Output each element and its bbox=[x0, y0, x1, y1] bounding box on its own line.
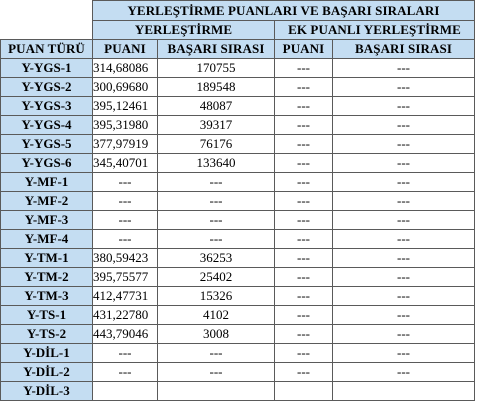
score-cell: 431,22780 bbox=[93, 306, 158, 325]
column-header-extra-score: PUANI bbox=[275, 40, 333, 59]
extra-score-cell: --- bbox=[275, 211, 333, 230]
score-type-cell: Y-TM-1 bbox=[1, 249, 93, 268]
table-row bbox=[1, 154, 475, 173]
rank-cell: 133640 bbox=[158, 154, 275, 173]
score-type-cell: Y-MF-4 bbox=[1, 230, 93, 249]
rank-cell: 170755 bbox=[158, 59, 275, 78]
extra-rank-cell: --- bbox=[333, 78, 475, 97]
header-corner-blank bbox=[1, 1, 93, 21]
table-row bbox=[1, 116, 475, 135]
score-type-cell: Y-YGS-1 bbox=[1, 59, 93, 78]
rank-cell bbox=[158, 382, 275, 401]
extra-score-cell: --- bbox=[275, 268, 333, 287]
table-row bbox=[1, 382, 475, 401]
rank-cell: 76176 bbox=[158, 135, 275, 154]
table-row bbox=[1, 363, 475, 382]
extra-score-cell: --- bbox=[275, 249, 333, 268]
header-row-groups bbox=[1, 21, 475, 40]
rank-cell: 4102 bbox=[158, 306, 275, 325]
score-type-cell: Y-YGS-2 bbox=[1, 78, 93, 97]
extra-score-cell: --- bbox=[275, 116, 333, 135]
table-row bbox=[1, 268, 475, 287]
score-type-cell: Y-TM-3 bbox=[1, 287, 93, 306]
extra-score-cell: --- bbox=[275, 192, 333, 211]
extra-rank-cell bbox=[333, 382, 475, 401]
extra-score-cell: --- bbox=[275, 154, 333, 173]
extra-rank-cell: --- bbox=[333, 249, 475, 268]
extra-score-cell: --- bbox=[275, 173, 333, 192]
column-header-rank: BAŞARI SIRASI bbox=[158, 40, 275, 59]
rank-cell: --- bbox=[158, 344, 275, 363]
extra-score-cell: --- bbox=[275, 363, 333, 382]
extra-rank-cell: --- bbox=[333, 230, 475, 249]
rank-cell: 48087 bbox=[158, 97, 275, 116]
table-body bbox=[1, 59, 475, 401]
score-type-cell: Y-TS-2 bbox=[1, 325, 93, 344]
score-cell: 377,97919 bbox=[93, 135, 158, 154]
rank-cell: 25402 bbox=[158, 268, 275, 287]
score-cell: 380,59423 bbox=[93, 249, 158, 268]
extra-rank-cell: --- bbox=[333, 306, 475, 325]
score-cell: 395,75577 bbox=[93, 268, 158, 287]
table-row bbox=[1, 59, 475, 78]
extra-score-cell: --- bbox=[275, 59, 333, 78]
score-type-cell: Y-MF-3 bbox=[1, 211, 93, 230]
score-cell: 443,79046 bbox=[93, 325, 158, 344]
rank-cell: 39317 bbox=[158, 116, 275, 135]
rank-cell: 36253 bbox=[158, 249, 275, 268]
score-type-cell: Y-YGS-3 bbox=[1, 97, 93, 116]
extra-score-cell: --- bbox=[275, 344, 333, 363]
score-cell: 412,47731 bbox=[93, 287, 158, 306]
score-type-cell: Y-YGS-6 bbox=[1, 154, 93, 173]
score-cell: 395,12461 bbox=[93, 97, 158, 116]
table-row bbox=[1, 78, 475, 97]
rank-cell: --- bbox=[158, 230, 275, 249]
extra-score-cell: --- bbox=[275, 78, 333, 97]
table-title: YERLEŞTİRME PUANLARI VE BAŞARI SIRALARI bbox=[93, 1, 475, 21]
table-row bbox=[1, 344, 475, 363]
header-row-title bbox=[1, 1, 475, 21]
table-row bbox=[1, 135, 475, 154]
extra-score-cell: --- bbox=[275, 230, 333, 249]
extra-score-cell bbox=[275, 382, 333, 401]
extra-rank-cell: --- bbox=[333, 325, 475, 344]
extra-score-cell: --- bbox=[275, 306, 333, 325]
extra-score-cell: --- bbox=[275, 325, 333, 344]
score-cell: --- bbox=[93, 211, 158, 230]
extra-score-cell: --- bbox=[275, 97, 333, 116]
extra-rank-cell: --- bbox=[333, 116, 475, 135]
score-cell: --- bbox=[93, 173, 158, 192]
group-header-placement: YERLEŞTİRME bbox=[93, 21, 275, 40]
table-row bbox=[1, 325, 475, 344]
column-header-score: PUANI bbox=[93, 40, 158, 59]
extra-rank-cell: --- bbox=[333, 363, 475, 382]
score-type-cell: Y-MF-1 bbox=[1, 173, 93, 192]
score-cell: 300,69680 bbox=[93, 78, 158, 97]
score-type-cell: Y-YGS-4 bbox=[1, 116, 93, 135]
score-cell: 345,40701 bbox=[93, 154, 158, 173]
column-header-score-type: PUAN TÜRÜ bbox=[1, 40, 93, 59]
rank-cell: 189548 bbox=[158, 78, 275, 97]
score-cell: --- bbox=[93, 363, 158, 382]
rank-cell: --- bbox=[158, 173, 275, 192]
table-row bbox=[1, 192, 475, 211]
extra-rank-cell: --- bbox=[333, 97, 475, 116]
extra-rank-cell: --- bbox=[333, 59, 475, 78]
table-row bbox=[1, 306, 475, 325]
extra-rank-cell: --- bbox=[333, 173, 475, 192]
score-type-cell: Y-TM-2 bbox=[1, 268, 93, 287]
table-row bbox=[1, 173, 475, 192]
rank-cell: --- bbox=[158, 363, 275, 382]
score-cell: --- bbox=[93, 344, 158, 363]
score-type-cell: Y-YGS-5 bbox=[1, 135, 93, 154]
rank-cell: --- bbox=[158, 211, 275, 230]
score-type-cell: Y-TS-1 bbox=[1, 306, 93, 325]
extra-rank-cell: --- bbox=[333, 211, 475, 230]
score-cell: --- bbox=[93, 192, 158, 211]
score-cell: --- bbox=[93, 230, 158, 249]
extra-rank-cell: --- bbox=[333, 268, 475, 287]
extra-score-cell: --- bbox=[275, 287, 333, 306]
table-row bbox=[1, 97, 475, 116]
header-row-columns bbox=[1, 40, 475, 59]
extra-rank-cell: --- bbox=[333, 344, 475, 363]
table-row bbox=[1, 287, 475, 306]
extra-rank-cell: --- bbox=[333, 154, 475, 173]
score-type-cell: Y-DİL-1 bbox=[1, 344, 93, 363]
header-corner-blank-2 bbox=[1, 21, 93, 40]
score-cell: 314,68086 bbox=[93, 59, 158, 78]
score-type-cell: Y-DİL-3 bbox=[1, 382, 93, 401]
table-row bbox=[1, 249, 475, 268]
extra-rank-cell: --- bbox=[333, 135, 475, 154]
extra-score-cell: --- bbox=[275, 135, 333, 154]
score-type-cell: Y-DİL-2 bbox=[1, 363, 93, 382]
group-header-extra-placement: EK PUANLI YERLEŞTİRME bbox=[275, 21, 475, 40]
extra-rank-cell: --- bbox=[333, 287, 475, 306]
table-row bbox=[1, 211, 475, 230]
extra-rank-cell: --- bbox=[333, 192, 475, 211]
table-row bbox=[1, 230, 475, 249]
rank-cell: 3008 bbox=[158, 325, 275, 344]
score-cell bbox=[93, 382, 158, 401]
score-type-cell: Y-MF-2 bbox=[1, 192, 93, 211]
rank-cell: 15326 bbox=[158, 287, 275, 306]
column-header-extra-rank: BAŞARI SIRASI bbox=[333, 40, 475, 59]
rank-cell: --- bbox=[158, 192, 275, 211]
score-cell: 395,31980 bbox=[93, 116, 158, 135]
